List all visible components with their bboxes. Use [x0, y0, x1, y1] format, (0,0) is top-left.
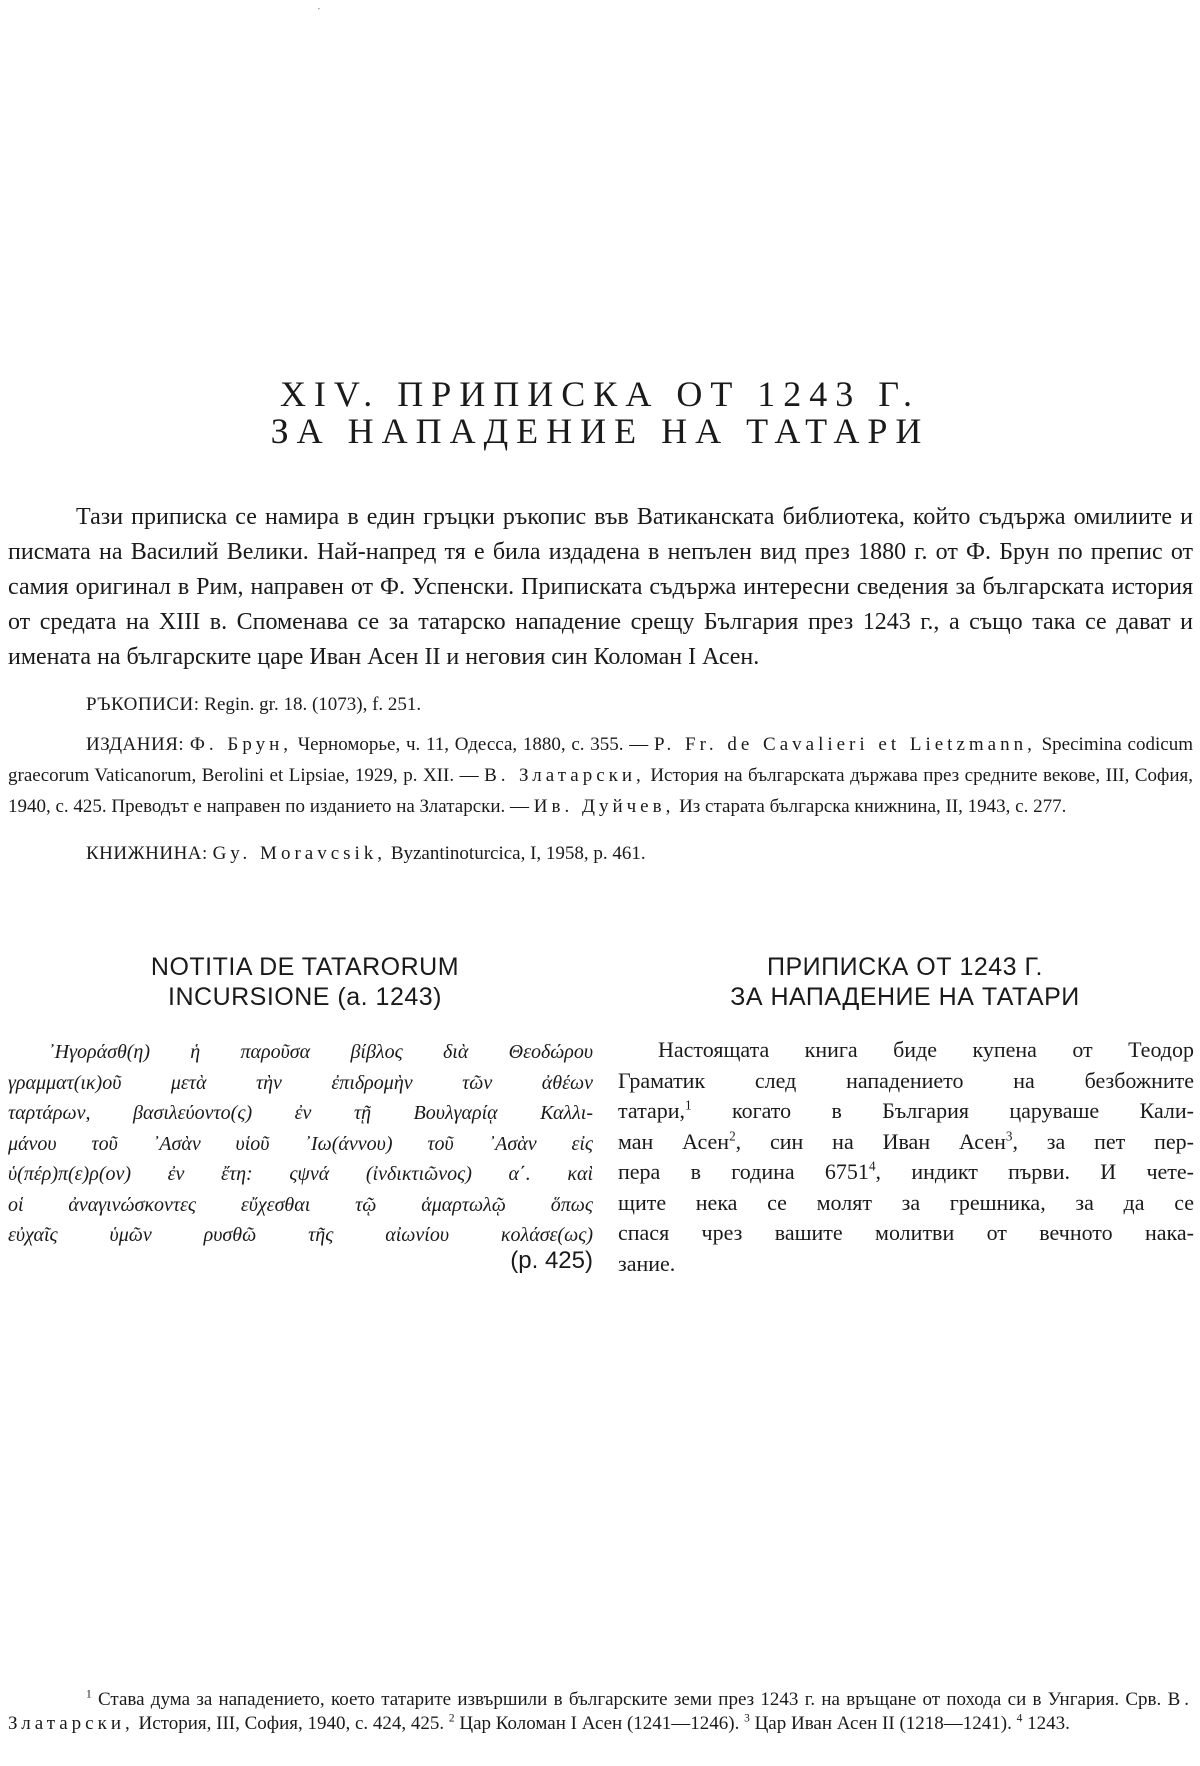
footnote-number: 3 [744, 1712, 750, 1725]
editions-author-4: Ив. Дуйчев, [533, 796, 675, 817]
bulgarian-heading-line1: ПРИПИСКА ОТ 1243 Г. [767, 953, 1043, 981]
editions-entry [8, 729, 1193, 822]
greek-line: εὐχαῖς ὑμῶν ρυσθῶ τῆς αἰωνίου κολάσε(ως) [8, 1224, 593, 1246]
editions-author-3: В. Златарски, [484, 765, 645, 786]
latin-heading [10, 952, 600, 1012]
editions-text-1: Черноморье, ч. 11, Одесса, 1880, с. 355. — [297, 734, 655, 755]
editions-author-2: P. Fr. de Cavalieri et Lietzmann, [654, 734, 1036, 755]
footnote-ref: 3 [1005, 1128, 1013, 1144]
editions-author-1: Ф. Брун, [189, 734, 292, 755]
footnote-ref: 1 [685, 1097, 692, 1113]
translation-line: татари,$^1$ когато в България царуваше Кали- [618, 1097, 1194, 1123]
literature-entry [8, 838, 1193, 869]
translation-line: Граматик след нападението на безбожните [618, 1067, 1194, 1093]
editions-label: ИЗДАНИЯ: [86, 734, 185, 755]
footnotes: $^1$ Става дума за нападението, което татарите извършили в българските земи през 1243 г. на връщане от похода си в Унгария. Срв. В. Златарски, История, III, София, 1940, с. 424, 425. $^2$ Цар Коломан I Асен (1241—1246). $^3$ Цар Иван Асен II (1218—1241). $^4$ 1243. [8, 1688, 1193, 1734]
manuscripts-entry [8, 689, 1193, 720]
literature-author: Gy. Moravcsik, [212, 843, 387, 864]
greek-text [8, 1037, 593, 1251]
top-mark: · [317, 2, 321, 16]
editions-text-3: История на българската държава през средните векове, III, София, 1940, с. 425. Преводът е направен по изданието на Златарски. — [8, 765, 1194, 817]
footnote-ref: 4 [868, 1158, 876, 1174]
translation-line: зание. [618, 1250, 676, 1276]
greek-line: γραμματ(ικ)οῦ μετὰ τὴν ἐπιδρομὴν τῶν ἀθέων [8, 1071, 593, 1094]
footnote-number: 4 [1016, 1712, 1023, 1725]
latin-heading-line2: INCURSIONE (a. 1243) [168, 983, 442, 1011]
footnote-ref: 2 [729, 1128, 736, 1144]
greek-line: οἱ ἀναγινώσκοντες εὔχεσθαι τῷ ἁμαρτωλῷ ὅπως [8, 1193, 593, 1216]
footnote-number: 2 [448, 1712, 455, 1725]
greek-line: ᾿Ηγοράσθ(η) ἡ παροῦσα βίβλος διὰ Θεοδώρου [48, 1041, 593, 1063]
bulgarian-heading-line2: ЗА НАПАДЕНИЕ НА ТАТАРИ [730, 983, 1080, 1011]
greek-line: ὑ(πέρ)π(ε)ρ(ον) ἐν ἔτη: ςψνά (ἰνδικτιῶνος) α΄. καὶ [8, 1163, 593, 1185]
greek-line: μάνου τοῦ ᾿Ασὰν υἱοῦ ᾿Ιω(άννου) τοῦ ᾿Ασὰν εἰς [8, 1132, 593, 1155]
translation-line: спася чрез вашите молитви от вечното нака- [618, 1220, 1194, 1245]
literature-text: Byzantinoturcica, I, 1958, p. 461. [390, 843, 646, 864]
chapter-title-line1: XIV. ПРИПИСКА ОТ 1243 Г. [279, 374, 921, 414]
footnote-number: 1 [86, 1688, 92, 1701]
editions-text-2: Specimina codicum graecorum Vaticanorum, Berolini et Lipsiae, 1929, p. XII. — [8, 734, 1193, 786]
footnote-author: В. Златарски, [8, 1689, 1193, 1734]
translation-line: ман Асен$^2$, син на Иван Асен$^3$, за пет пер- [618, 1128, 1194, 1154]
bulgarian-heading [615, 952, 1195, 1012]
greek-page-ref: (p. 425) [510, 1247, 593, 1274]
literature-label: КНИЖНИНА: [86, 843, 208, 864]
latin-heading-line1: NOTITIA DE TATARORUM [150, 953, 460, 981]
editions-text-4: Из старата българска книжнина, II, 1943, с. 277. [679, 796, 1067, 817]
translation-line: пера в година 6751$^4$, индикт първи. И чете- [618, 1158, 1194, 1184]
chapter-title-line2: ЗА НАПАДЕНИЕ НА ТАТАРИ [270, 411, 930, 451]
bulgarian-translation [618, 1035, 1194, 1279]
greek-line: ταρτάρων, βασιλεύοντο(ς) ἐν τῇ Βουλγαρίᾳ Καλλι- [8, 1102, 593, 1124]
intro-paragraph: Тази приписка се намира в един гръцки ръкопис във Ватиканската библиотека, който съдържа омилиите и писмата на Василий Велики. Най-напред тя е била издадена в непълен вид през 1880 г. от Ф. Брун по препис от самия оригинал в Рим, направен от Ф. Успенски. Приписката съдържа интересни сведения за българската история от средата на XIII в. Споменава се за татарско нападение срещу България през 1243 г., а също така се дават и имената на българските царе Иван Асен II и неговия син Коломан I Асен. [8, 504, 1193, 670]
manuscripts-text: Regin. gr. 18. (1073), f. 251. [204, 694, 422, 715]
translation-line: Настоящата книга биде купена от Теодор [658, 1037, 1194, 1062]
manuscripts-label: РЪКОПИСИ: [86, 694, 200, 715]
translation-line: щите нека се молят за грешника, за да се [618, 1189, 1194, 1215]
